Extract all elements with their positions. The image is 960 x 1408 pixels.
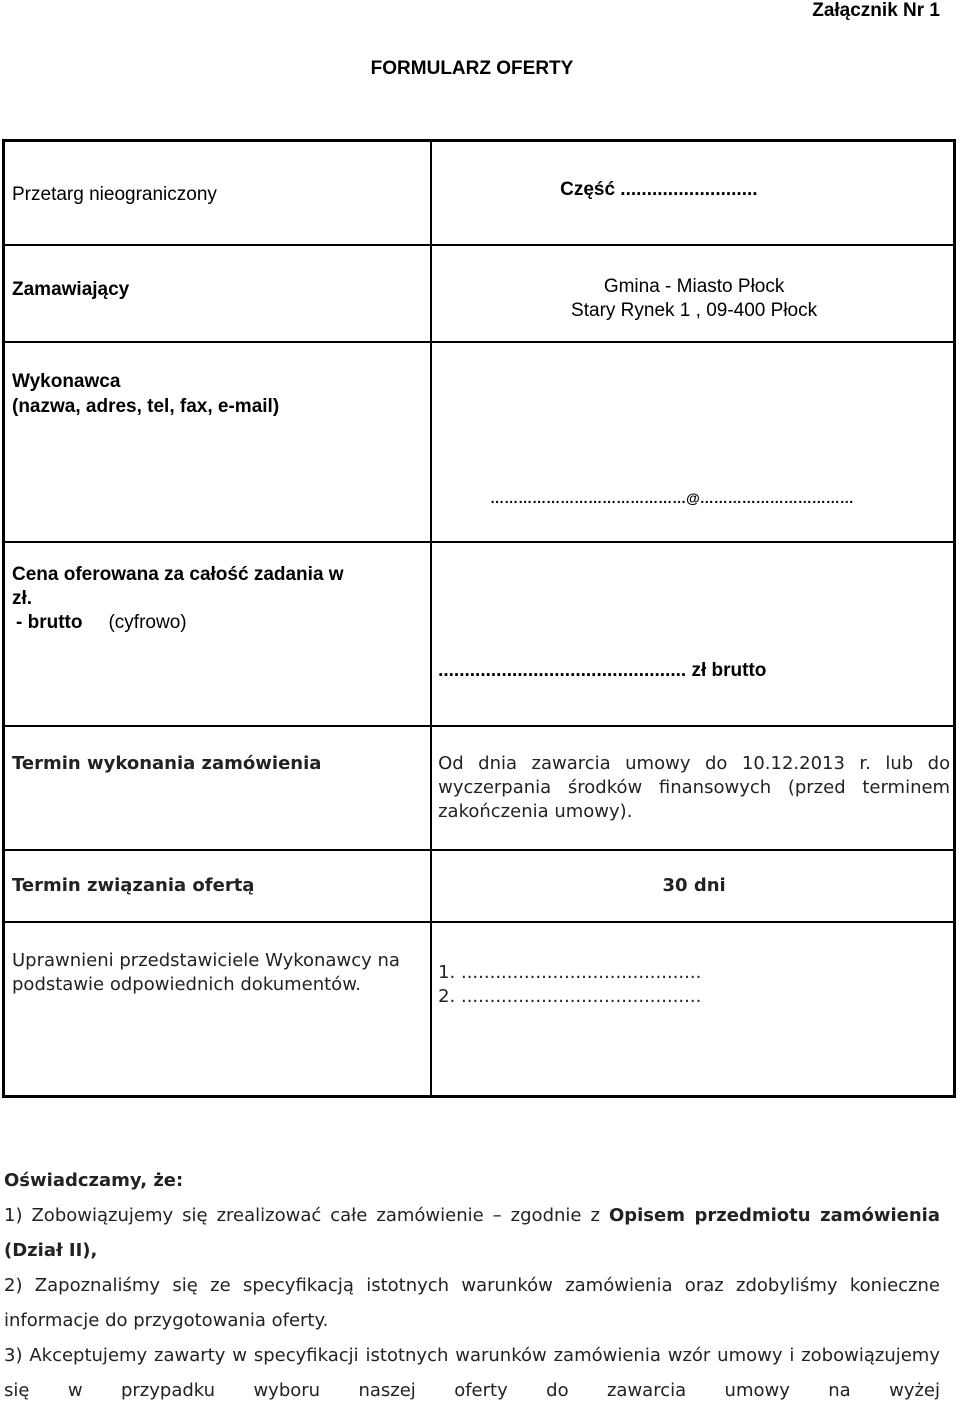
representative-line-1[interactable]: 1. .......................................... <box>438 962 702 983</box>
statement-point-1 <box>4 1198 940 1268</box>
offer-form-table <box>2 139 956 1098</box>
statement-point-3: 3) Akceptujemy zawarty w specyfikacji istotnych warunków zamówienia wzór umowy i zobowiązujemy się w przypadku wyboru naszej oferty do zawarcia umowy na wyżej <box>4 1345 940 1401</box>
contractor-label-title: Wykonawca <box>12 371 121 392</box>
row-binding <box>4 850 954 922</box>
statement-heading: Oświadczamy, że: <box>4 1170 184 1191</box>
representatives-list <box>438 961 701 1009</box>
row-tender <box>4 141 954 245</box>
row-representatives <box>4 922 954 1096</box>
tender-type-label: Przetarg nieograniczony <box>12 184 217 205</box>
price-label-line1: Cena oferowana za całość zadania w <box>12 564 344 585</box>
form-title: FORMULARZ OFERTY <box>370 58 574 79</box>
ordering-party-label: Zamawiający <box>12 279 130 300</box>
statement-point-2: 2) Zapoznaliśmy się ze specyfikacją istotnych warunków zamówienia oraz zdobyliśmy konieczne informacje do przygotowania oferty. <box>4 1275 940 1331</box>
statement-section <box>4 1163 940 1408</box>
price-value-field[interactable]: ............................................... zł brutto <box>438 660 767 681</box>
representative-line-2[interactable]: 2. .......................................... <box>438 986 702 1007</box>
binding-label: Termin związania ofertą <box>12 875 255 896</box>
contractor-label <box>12 369 279 419</box>
deadline-label: Termin wykonania zamówienia <box>12 753 322 774</box>
contractor-email-field[interactable]: ……………………………………@…………………………… <box>490 490 854 506</box>
price-label <box>12 563 344 635</box>
ordering-party-name: Gmina - Miasto Płock <box>603 276 785 297</box>
row-deadline <box>4 726 954 850</box>
part-field[interactable]: Część .......................... <box>560 179 758 200</box>
contractor-label-details: (nazwa, adres, tel, fax, e-mail) <box>12 396 280 417</box>
row-price <box>4 542 954 726</box>
binding-value: 30 dni <box>662 875 726 896</box>
annex-label: Załącznik Nr 1 <box>812 0 940 21</box>
row-ordering-party <box>4 245 954 342</box>
ordering-party-value <box>432 275 956 323</box>
price-brutto-label: - brutto <box>16 612 83 633</box>
deadline-value: Od dnia zawarcia umowy do 10.12.2013 r. lub do wyczerpania środków finansowych (przed terminem zakończenia umowy). <box>438 753 951 822</box>
price-brutto-hint: (cyfrowo) <box>108 612 187 633</box>
statement-point-1-text: 1) Zobowiązujemy się zrealizować całe zamówienie – zgodnie z <box>4 1205 609 1226</box>
price-brutto-line <box>12 611 344 635</box>
row-contractor <box>4 342 954 542</box>
price-label-line2: zł. <box>12 588 33 609</box>
statement-point-1-bold: Opisem przedmiotu zamówienia (Dział II), <box>4 1205 940 1261</box>
representatives-label: Uprawnieni przedstawiciele Wykonawcy na podstawie odpowiednich dokumentów. <box>12 950 400 995</box>
ordering-party-address: Stary Rynek 1 , 09-400 Płock <box>571 300 818 321</box>
